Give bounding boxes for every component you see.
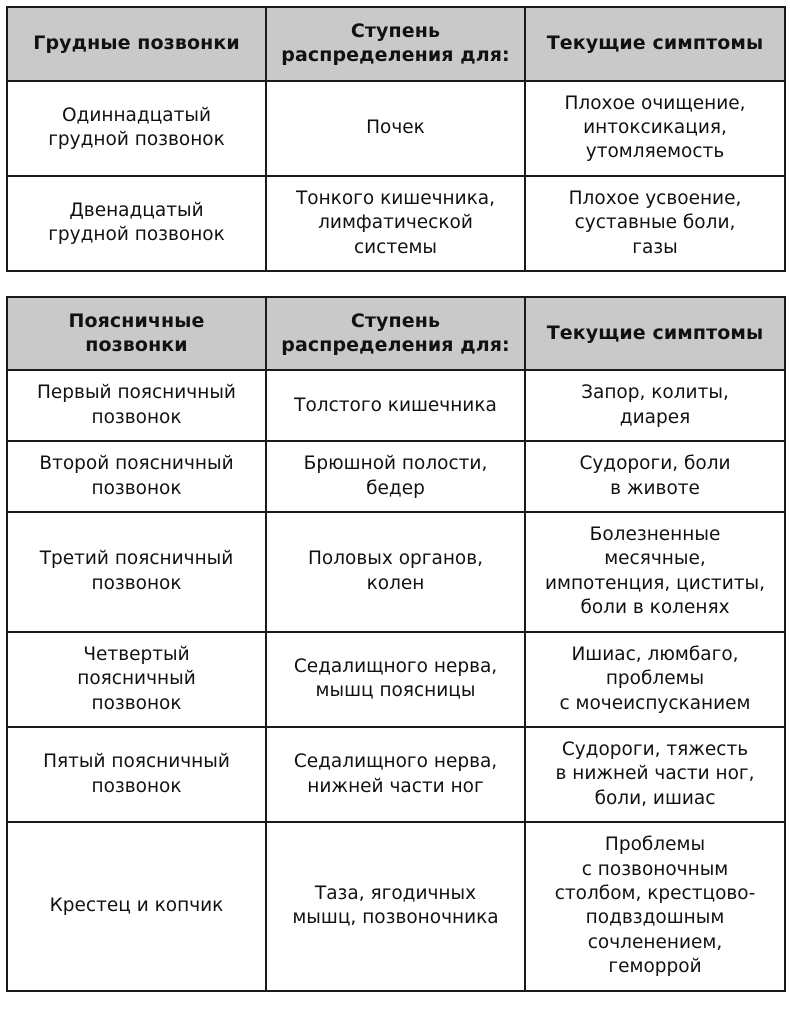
cell-line: поясничный [77, 668, 196, 690]
cell-line: позвонок [91, 477, 182, 499]
table-cell [7, 632, 266, 727]
table-row [7, 176, 785, 271]
cell-line: Второй поясничный [39, 453, 234, 475]
cell-line: колен [366, 572, 425, 594]
table-header-row [7, 297, 785, 371]
cell-line: Плохое усвоение, [568, 187, 742, 209]
table-cell [7, 822, 266, 990]
table-cell [266, 727, 525, 822]
table-cell [525, 632, 785, 727]
cell-line: проблемы [605, 668, 705, 690]
cell-line: Седалищного нерва, [293, 751, 498, 773]
cell-line: Первый поясничный [37, 382, 236, 404]
cell-line: подвздошным [585, 907, 725, 929]
table-cell [266, 822, 525, 990]
table-cell [525, 727, 785, 822]
cell-line: позвонок [91, 406, 182, 428]
cell-line: Поясничные [68, 309, 205, 332]
cell-line: Одиннадцатый [61, 104, 212, 126]
table-header-row [7, 7, 785, 81]
cell-line: Болезненные [589, 524, 721, 546]
cell-line: Седалищного нерва, [293, 655, 498, 677]
cell-line: Брюшной полости, [303, 453, 488, 475]
table-row [7, 370, 785, 441]
cell-line: распределения для: [281, 43, 510, 66]
table-cell [525, 512, 785, 632]
table-cell [525, 822, 785, 990]
table-cell [266, 632, 525, 727]
cell-line: Плохое очищение, [564, 92, 746, 114]
cell-line: Ступень [350, 309, 441, 332]
cell-line: Почек [366, 116, 425, 138]
cell-line: с позвоночным [581, 858, 729, 880]
table-row [7, 512, 785, 632]
cell-line: Третий поясничный [39, 548, 234, 570]
column-header [266, 297, 525, 371]
table-cell [7, 176, 266, 271]
table-thoracic [6, 6, 786, 272]
table-cell [525, 441, 785, 512]
column-header [525, 7, 785, 81]
column-header [525, 297, 785, 371]
table-cell [7, 370, 266, 441]
table-cell [7, 81, 266, 176]
cell-line: Ступень [350, 20, 441, 42]
table-cell [7, 512, 266, 632]
cell-line: бедер [366, 477, 425, 499]
table-row [7, 81, 785, 176]
table-cell [266, 370, 525, 441]
cell-line: системы [353, 236, 438, 258]
cell-line: с мочеиспусканием [559, 692, 751, 714]
tables-container [6, 6, 784, 992]
cell-line: позвонки [85, 333, 188, 356]
cell-line: в животе [610, 477, 700, 499]
column-header [7, 7, 266, 81]
cell-line: импотенция, циститы, [544, 572, 765, 594]
table-cell [525, 370, 785, 441]
cell-line: суставные боли, [574, 212, 736, 234]
cell-line: Судороги, тяжесть [561, 738, 749, 760]
cell-line: лимфатической [318, 212, 473, 234]
table-cell [266, 176, 525, 271]
cell-line: Половых органов, [307, 548, 484, 570]
cell-line: Грудные позвонки [33, 31, 240, 54]
cell-line: столбом, крестцово- [554, 882, 756, 904]
cell-line: мышц поясницы [315, 680, 476, 702]
cell-line: позвонок [91, 572, 182, 594]
table-cell [266, 81, 525, 176]
cell-line: интоксикация, [583, 116, 727, 138]
column-header [7, 297, 266, 371]
cell-line: Толстого кишечника [294, 394, 497, 416]
cell-line: в нижней части ног, [555, 763, 755, 785]
cell-line: газы [632, 236, 678, 258]
table-lumbar [6, 296, 786, 992]
cell-line: мышц, позвоночника [292, 907, 499, 929]
cell-line: боли, ишиас [594, 787, 716, 809]
table-row [7, 632, 785, 727]
table-row [7, 727, 785, 822]
cell-line: распределения для: [281, 333, 510, 356]
column-header [266, 7, 525, 81]
cell-line: сочленением, [587, 931, 723, 953]
cell-line: Таза, ягодичных [314, 882, 477, 904]
cell-line: грудной позвонок [48, 129, 225, 151]
cell-line: диарея [619, 406, 691, 428]
cell-line: Крестец и копчик [49, 895, 224, 917]
cell-line: боли в коленях [580, 597, 730, 619]
table-cell [525, 176, 785, 271]
cell-line: Двенадцатый [69, 199, 204, 221]
cell-line: Проблемы [604, 834, 706, 856]
cell-line: геморрой [608, 956, 702, 978]
table-cell [266, 512, 525, 632]
cell-line: Текущие симптомы [546, 31, 764, 54]
cell-line: позвонок [91, 775, 182, 797]
table-row [7, 441, 785, 512]
table-cell [7, 441, 266, 512]
table-cell [7, 727, 266, 822]
cell-line: Судороги, боли [579, 453, 731, 475]
table-cell [525, 81, 785, 176]
cell-line: Ишиас, люмбаго, [571, 643, 739, 665]
cell-line: Четвертый [83, 643, 190, 665]
cell-line: месячные, [604, 548, 706, 570]
cell-line: Тонкого кишечника, [295, 187, 496, 209]
cell-line: Текущие симптомы [546, 321, 764, 344]
cell-line: грудной позвонок [48, 224, 225, 246]
cell-line: Запор, колиты, [581, 382, 729, 404]
table-cell [266, 441, 525, 512]
cell-line: утомляемость [585, 141, 725, 163]
cell-line: позвонок [91, 692, 182, 714]
cell-line: Пятый поясничный [43, 751, 230, 773]
table-row [7, 822, 785, 990]
cell-line: нижней части ног [307, 775, 484, 797]
